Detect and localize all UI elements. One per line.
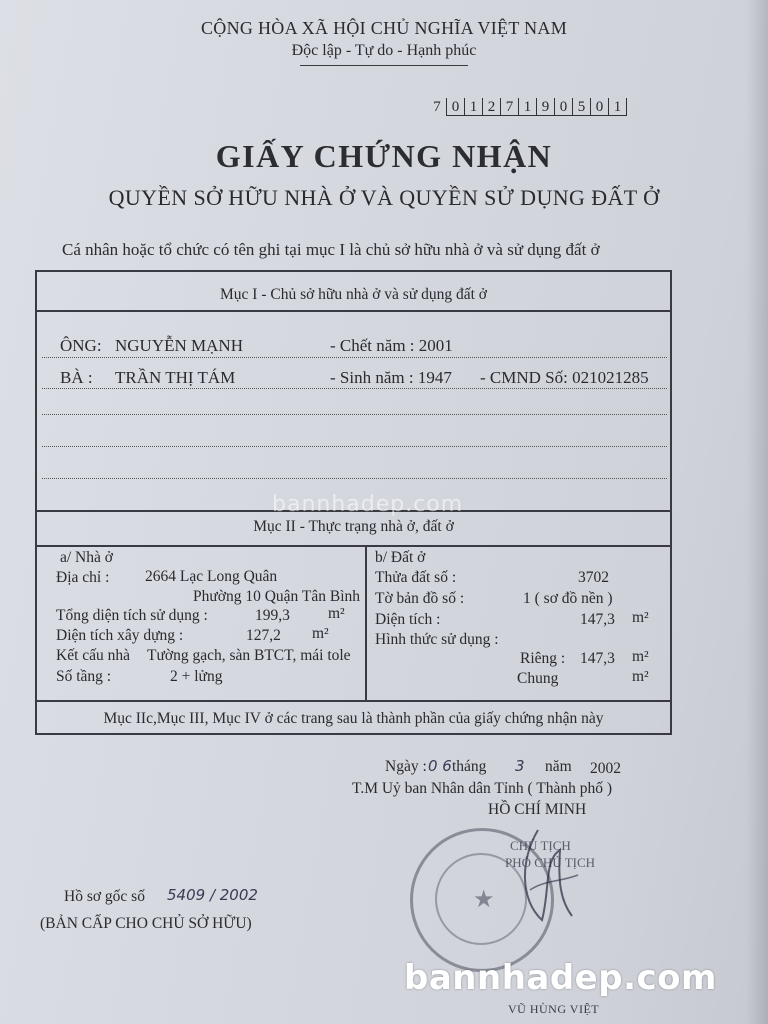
serial-digit: 0 <box>554 98 572 116</box>
star-icon: ★ <box>473 887 495 913</box>
owner2-birth: - Sinh năm : 1947 <box>330 368 452 387</box>
owner2-name: TRẦN THỊ TÁM <box>115 368 236 387</box>
divider <box>35 700 672 702</box>
structure-value: Tường gạch, sàn BTCT, mái tole <box>147 647 351 664</box>
serial-digit: 0 <box>446 98 464 116</box>
dotted-line <box>42 357 667 358</box>
serial-digit: 1 <box>464 98 482 116</box>
city: HỒ CHÍ MINH <box>488 801 587 818</box>
column-divider <box>365 545 367 702</box>
total-area-unit: m² <box>328 605 345 622</box>
usage-label: Hình thức sử dụng : <box>375 631 499 648</box>
serial-number <box>428 98 627 116</box>
chair-title: CHỦ TỊCH <box>510 838 571 853</box>
owner2-id: - CMND Số: 021021285 <box>480 368 649 387</box>
serial-digit: 5 <box>572 98 590 116</box>
shared-unit: m² <box>632 668 649 685</box>
private-unit: m² <box>632 648 649 665</box>
vice-chair-title: PHÓ CHỦ TỊCH <box>505 855 596 870</box>
shared-label: Chung <box>517 670 559 687</box>
document-title: GIẤY CHỨNG NHẬN <box>215 138 553 174</box>
motto: Độc lập - Tự do - Hạnh phúc <box>291 42 477 59</box>
nation-heading: CỘNG HÒA XÃ HỘI CHỦ NGHĨA VIỆT NAM <box>200 18 568 38</box>
plot-value: 3702 <box>578 569 609 586</box>
build-area-unit: m² <box>312 625 329 642</box>
total-area-value: 199,3 <box>255 607 290 624</box>
watermark-bottom: bannhadep.com <box>404 958 717 998</box>
address-line1: 2664 Lạc Long Quân <box>145 568 278 585</box>
owner1-name: NGUYỄN MẠNH <box>115 336 243 355</box>
land-heading: b/ Đất ở <box>375 549 426 566</box>
serial-digit: 0 <box>590 98 608 116</box>
owner1-note: - Chết năm : 2001 <box>330 336 453 355</box>
house-heading: a/ Nhà ở <box>60 549 113 566</box>
plot-label: Thửa đất số : <box>375 569 457 586</box>
divider <box>35 310 672 312</box>
serial-prefix: 7 <box>433 98 441 115</box>
date-year-label: năm <box>545 758 572 775</box>
date-prefix: Ngày : <box>385 758 427 775</box>
floors-value: 2 + lửng <box>170 668 223 685</box>
records-label: Hồ sơ gốc số <box>64 888 145 905</box>
total-area-label: Tổng diện tích sử dụng : <box>56 607 208 624</box>
structure-label: Kết cấu nhà <box>56 647 131 664</box>
records-number: 5409 / 2002 <box>167 886 258 904</box>
address-line2: Phường 10 Quận Tân Bình <box>193 588 361 605</box>
date-month: 3 <box>515 757 525 775</box>
serial-digit: 2 <box>482 98 500 116</box>
motto-underline <box>300 65 468 66</box>
date-year: 2002 <box>590 760 621 777</box>
dotted-line <box>42 388 667 389</box>
dotted-line <box>42 478 667 479</box>
copy-note: (BẢN CẤP CHO CHỦ SỞ HỮU) <box>40 915 252 932</box>
land-area-unit: m² <box>632 609 649 626</box>
signer-name: VŨ HÙNG VIỆT <box>508 1002 600 1016</box>
document-subtitle: QUYỀN SỞ HỮU NHÀ Ở VÀ QUYỀN SỬ DỤNG ĐẤT Ở <box>108 185 660 210</box>
footer-note: Mục IIc,Mục III, Mục IV ở các trang sau là thành phần của giấy chứng nhận này <box>103 710 604 727</box>
section2-title: Mục II - Thực trạng nhà ở, đất ở <box>253 518 454 535</box>
serial-digit: 9 <box>536 98 554 116</box>
build-area-value: 127,2 <box>246 627 281 644</box>
private-label: Riêng : <box>520 650 566 667</box>
signature-icon <box>500 820 590 930</box>
owner1-label: ÔNG: <box>60 336 102 355</box>
land-area-label: Diện tích : <box>375 611 441 628</box>
watermark-mid: bannhadep.com <box>272 492 464 517</box>
floors-label: Số tầng : <box>56 668 112 685</box>
map-label: Tờ bản đồ số : <box>375 590 465 607</box>
owner2-label: BÀ : <box>60 368 93 387</box>
address-label: Địa chỉ : <box>56 569 110 586</box>
dotted-line <box>42 414 667 415</box>
dotted-line <box>42 446 667 447</box>
section1-title: Mục I - Chủ sở hữu nhà ở và sử dụng đất ở <box>220 286 487 303</box>
serial-digit: 1 <box>518 98 536 116</box>
serial-digit: 7 <box>500 98 518 116</box>
build-area-label: Diện tích xây dựng : <box>56 627 184 644</box>
divider <box>35 545 672 547</box>
serial-digit: 1 <box>608 98 627 116</box>
intro-text: Cá nhân hoặc tổ chức có tên ghi tại mục I là chủ sở hữu nhà ở và sử dụng đất ở <box>62 240 600 259</box>
date-month-label: tháng <box>452 758 487 775</box>
date-day: 0 6 <box>428 757 452 775</box>
private-value: 147,3 <box>580 650 615 667</box>
map-value: 1 ( sơ đồ nền ) <box>523 590 613 607</box>
authority: T.M Uỷ ban Nhân dân Tỉnh ( Thành phố ) <box>352 780 613 797</box>
land-area-value: 147,3 <box>580 611 615 628</box>
